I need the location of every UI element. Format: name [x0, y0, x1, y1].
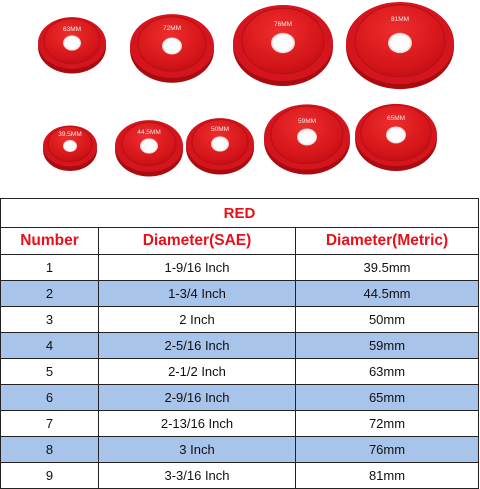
- cell-number: 4: [1, 333, 99, 359]
- cell-number: 3: [1, 307, 99, 333]
- disc-label: 63MM: [62, 26, 82, 33]
- header-number: Number: [1, 228, 99, 255]
- disc-39.5mm: [43, 125, 97, 171]
- cell-metric: 39.5mm: [296, 255, 479, 281]
- cell-sae: 3-3/16 Inch: [99, 463, 296, 489]
- cell-metric: 72mm: [296, 411, 479, 437]
- cell-number: 7: [1, 411, 99, 437]
- disc-label: 81MM: [390, 16, 410, 23]
- disc-65mm: [355, 104, 437, 171]
- disc-44.5mm: [115, 120, 183, 176]
- table-row: [1, 333, 479, 359]
- cell-number: 2: [1, 281, 99, 307]
- cell-sae: 1-3/4 Inch: [99, 281, 296, 307]
- disc-label: 39.5MM: [58, 131, 82, 138]
- table-row: [1, 255, 479, 281]
- cell-sae: 2-9/16 Inch: [99, 385, 296, 411]
- cell-number: 9: [1, 463, 99, 489]
- table-row: [1, 463, 479, 489]
- cell-metric: 50mm: [296, 307, 479, 333]
- size-table: [0, 198, 479, 489]
- table-row: [1, 385, 479, 411]
- table-row: [1, 411, 479, 437]
- cell-number: 5: [1, 359, 99, 385]
- cell-sae: 3 Inch: [99, 437, 296, 463]
- cell-sae: 2 Inch: [99, 307, 296, 333]
- disc-label: 50MM: [210, 126, 230, 133]
- table-row: [1, 281, 479, 307]
- cell-sae: 2-5/16 Inch: [99, 333, 296, 359]
- disc-label: 76MM: [273, 21, 293, 28]
- cell-sae: 2-1/2 Inch: [99, 359, 296, 385]
- header-diameter-metric: Diameter(Metric): [296, 228, 479, 255]
- disc-72mm: [130, 14, 214, 83]
- discs-illustration: [0, 0, 480, 196]
- header-diameter-sae: Diameter(SAE): [99, 228, 296, 255]
- table-row: [1, 307, 479, 333]
- cell-number: 8: [1, 437, 99, 463]
- cell-metric: 44.5mm: [296, 281, 479, 307]
- disc-50mm: [186, 118, 254, 174]
- table-title: RED: [1, 199, 479, 228]
- disc-label: 72MM: [162, 25, 182, 32]
- disc-63mm: [38, 17, 106, 73]
- cell-sae: 1-9/16 Inch: [99, 255, 296, 281]
- cell-metric: 65mm: [296, 385, 479, 411]
- disc-59mm: [264, 104, 350, 174]
- product-photo: [0, 0, 480, 196]
- disc-76mm: [233, 5, 333, 86]
- table-row: [1, 437, 479, 463]
- disc-label: 65MM: [386, 115, 406, 122]
- disc-label: 44.5MM: [137, 129, 161, 136]
- disc-81mm: [346, 2, 454, 89]
- cell-number: 1: [1, 255, 99, 281]
- cell-metric: 81mm: [296, 463, 479, 489]
- table-row: [1, 359, 479, 385]
- cell-metric: 59mm: [296, 333, 479, 359]
- cell-metric: 63mm: [296, 359, 479, 385]
- cell-sae: 2-13/16 Inch: [99, 411, 296, 437]
- disc-label: 59MM: [297, 118, 317, 125]
- cell-metric: 76mm: [296, 437, 479, 463]
- cell-number: 6: [1, 385, 99, 411]
